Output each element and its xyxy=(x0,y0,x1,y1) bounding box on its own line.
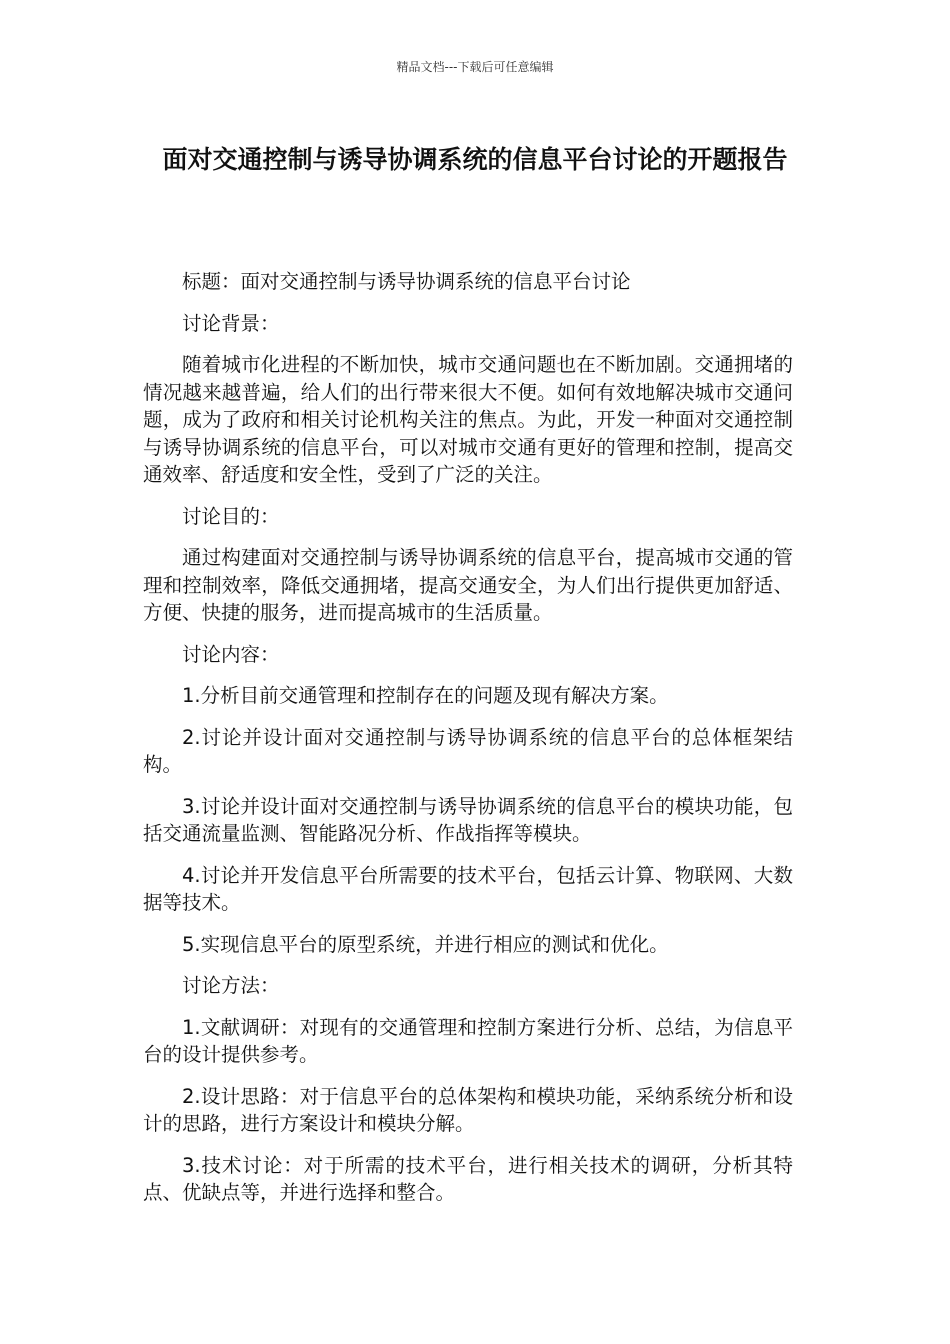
content-item-4: 4.讨论并开发信息平台所需要的技术平台，包括云计算、物联网、大数据等技术。 xyxy=(143,863,793,914)
document-body xyxy=(143,268,793,1221)
method-item-3: 3.技术讨论：对于所需的技术平台，进行相关技术的调研，分析其特点、优缺点等，并进行选择和整合。 xyxy=(143,1153,793,1204)
method-item-2: 2.设计思路：对于信息平台的总体架构和模块功能，采纳系统分析和设计的思路，进行方案设计和模块分解。 xyxy=(143,1084,793,1135)
content-item-1: 1.分析目前交通管理和控制存在的问题及现有解决方案。 xyxy=(182,684,669,707)
heading-purpose: 讨论目的： xyxy=(182,504,280,528)
content-item-2: 2.讨论并设计面对交通控制与诱导协调系统的信息平台的总体框架结构。 xyxy=(143,725,793,776)
heading-content: 讨论内容： xyxy=(182,642,280,666)
paragraph-background: 随着城市化进程的不断加快，城市交通问题也在不断加剧。交通拥堵的情况越来越普遍，给人们的出行带来很大不便。如何有效地解决城市交通问题，成为了政府和相关讨论机构关注的焦点。为此，开发一种面对交通控制与诱导协调系统的信息平台，可以对城市交通有更好的管理和控制，提高交通效率、舒适度和安全性，受到了广泛的关注。 xyxy=(143,353,793,486)
document-title: 面对交通控制与诱导协调系统的信息平台讨论的开题报告 xyxy=(162,145,788,174)
content-item-5: 5.实现信息平台的原型系统，并进行相应的测试和优化。 xyxy=(182,932,669,956)
method-item-1: 1.文献调研：对现有的交通管理和控制方案进行分析、总结，为信息平台的设计提供参考。 xyxy=(143,1015,793,1066)
heading-background: 讨论背景： xyxy=(182,311,280,335)
paragraph-purpose: 通过构建面对交通控制与诱导协调系统的信息平台，提高城市交通的管理和控制效率，降低交通拥堵，提高交通安全，为人们出行提供更加舒适、方便、快捷的服务，进而提高城市的生活质量。 xyxy=(143,546,793,624)
content-item-3: 3.讨论并设计面对交通控制与诱导协调系统的信息平台的模块功能，包括交通流量监测、智能路况分析、作战指挥等模块。 xyxy=(143,794,793,845)
heading-method: 讨论方法： xyxy=(182,974,280,997)
header-note: 精品文档---下载后可任意编辑 xyxy=(396,60,554,74)
paragraph-title-line: 标题：面对交通控制与诱导协调系统的信息平台讨论 xyxy=(182,270,631,293)
